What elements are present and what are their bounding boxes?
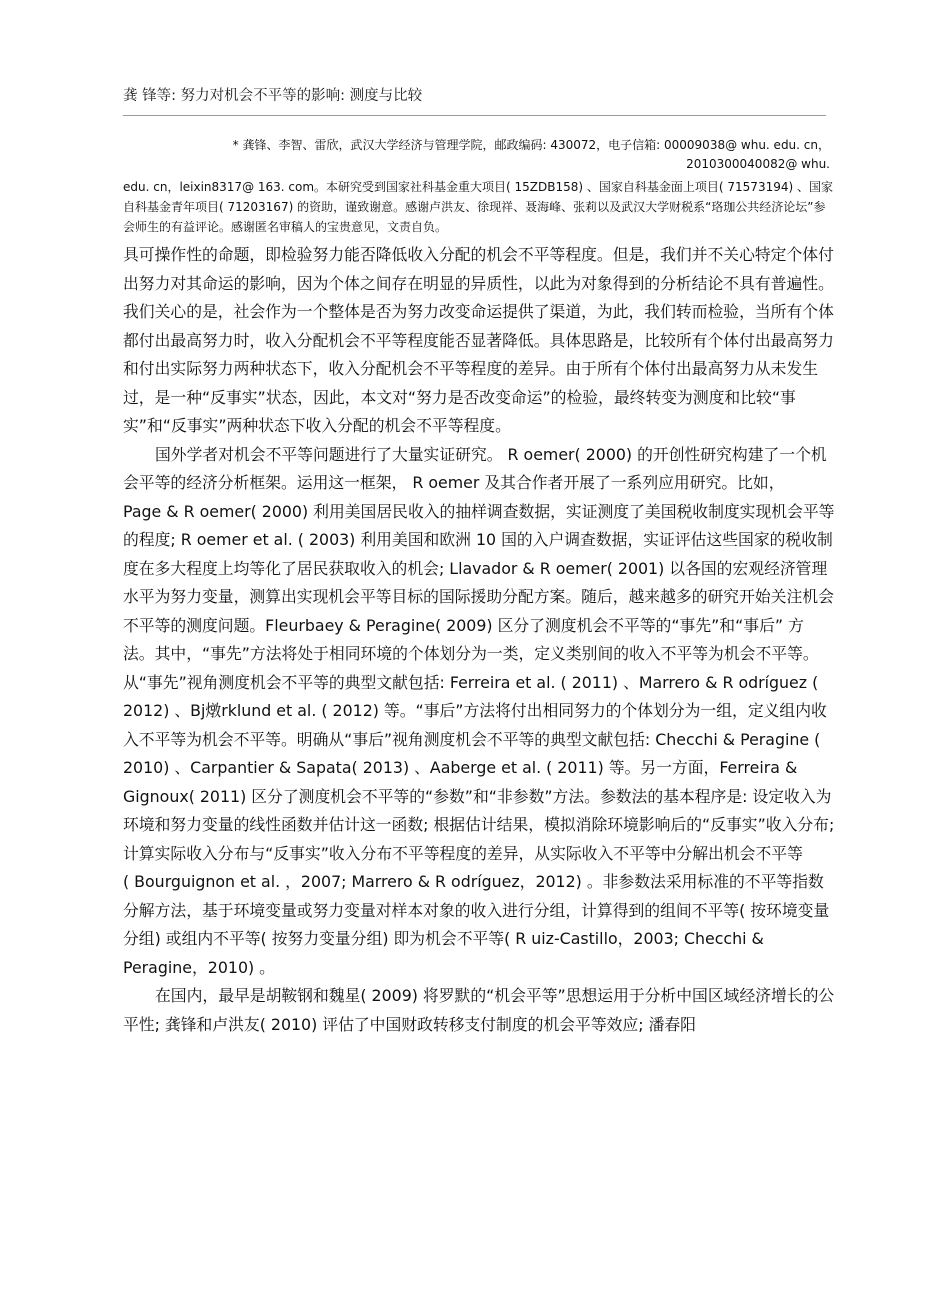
paragraph-3: 在国内，最早是胡鞍钢和魏星( 2009) 将罗默的“机会平等”思想运用于分析中国区域经济增长的公平性; 龚锋和卢洪友( 2010) 评估了中国财政转移支付制度的机会平等效应; 潘春阳 xyxy=(123,986,835,1034)
paragraph-2-literature: Page & R oemer( 2000) 利用美国居民收入的抽样调查数据，实证测度了美国税收制度实现机会平等的程度; R oemer et al. ( 2003) 利用美国和欧洲 10 国的入户调查数据，实证评估这些国家的税收制度在多大程度上均等化了居民获取收入的机会; Llavador & R oemer( 2001) 以各国的宏观经济管理水平为努力变量，测算出实现机会平等目标的国际援助分配方案。随后，越来越多的研究开始关注机会不平等的测度问题。Fleurbaey & Peragine( 2009) 区分了测度机会不平等的“事先”和“事后” 方法。其中，“事先”方法将处于相同环境的个体划分为一类，定义类别间的收入不平等为机会不平等。从“事先”视角测度机会不平等的典型文献包括: Ferreira et al. ( 2011) 、Marrero & R odríguez ( 2012) 、Bj燉rklund et al. ( 2012) 等。“事后”方法将付出相同努力的个体划分为一组，定义组内收入不平等为机会不平等。明确从“事后”视角测度机会不平等的典型文献包括: Checchi & Peragine ( 2010) 、Carpantier & Sapata( 2013) 、Aaberge et al. ( 2011) 等。另一方面，Ferreira & Gignoux( 2011) 区分了测度机会不平等的“参数”和“非参数”方法。参数法的基本程序是: 设定收入为环境和努力变量的线性函数并估计这一函数; 根据估计结果，模拟消除环境影响后的“反事实”收入分布; 计算实际收入分布与“反事实”收入分布不平等程度的差异，从实际收入不平等中分解出机会不平等 xyxy=(123,501,835,863)
footnote-funding: edu. cn，leixin8317@ 163. com。本研究受到国家社科基金重大项目( 15ZDB158) 、国家自科基金面上项目( 71573194) 、国家自科基金青年项目( 71203167) 的资助，谨致谢意。感谢卢洪友、徐现祥、聂海峰、张莉以及武汉大学财税系“珞珈公共经济论坛”参会师生的有益评论。感谢匿名审稿人的宝贵意见，文责自负。 xyxy=(123,180,833,234)
header-rule xyxy=(123,115,826,116)
running-header: 龚 锋等: 努力对机会不平等的影响: 测度与比较 xyxy=(123,88,423,104)
paragraph-1: 具可操作性的命题，即检验努力能否降低收入分配的机会不平等程度。但是，我们并不关心特定个体付出努力对其命运的影响，因为个体之间存在明显的异质性，以此为对象得到的分析结论不具有普遍性。我们关心的是，社会作为一个整体是否为努力改变命运提供了渠道，为此，我们转而检验，当所有个体都付出最高努力时，收入分配机会不平等程度能否显著降低。具体思路是，比较所有个体付出最高努力和付出实际努力两种状态下，收入分配机会不平等程度的差异。由于所有个体付出最高努力从未发生过，是一种“反事实”状态，因此，本文对“努力是否改变命运”的检验，最终转变为测度和比较“事实”和“反事实”两种状态下收入分配的机会不平等程度。 xyxy=(123,245,834,435)
paragraph-2-intro: 国外学者对机会不平等问题进行了大量实证研究。 R oemer( 2000) 的开创性研究构建了一个机会平等的经济分析框架。运用这一框架， R oemer 及其合作者开展了一系列应用研究。比如， xyxy=(123,444,827,492)
body-text xyxy=(123,241,835,1039)
paragraph-2-nonparametric: ( Bourguignon et al. ，2007; Marrero & R odríguez，2012) 。非参数法采用标准的不平等指数分解方法，基于环境变量或努力变量对样本对象的收入进行分组，计算得到的组间不平等( 按环境变量分组) 或组内不平等( 按努力变量分组) 即为机会不平等( R uiz-Castillo，2003; Checchi & Peragine，2010) 。 xyxy=(123,872,830,977)
footnote-authors: * 龚锋、李智、雷欣，武汉大学经济与管理学院，邮政编码: 430072，电子信箱: 00009038@ whu. edu. cn，2010300040082@ whu. xyxy=(232,138,830,171)
